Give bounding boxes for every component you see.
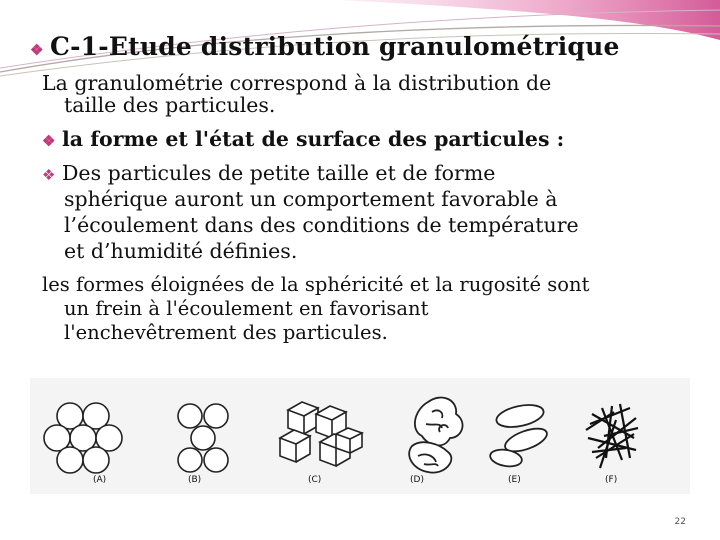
para2 — [42, 128, 564, 152]
para3-line1 — [42, 162, 495, 186]
para1-line1: La granulométrie correspond à la distribution de — [42, 71, 552, 95]
para3-line3: l’écoulement dans des conditions de température — [64, 213, 579, 237]
diamond-flower-bullet-icon: ❖ — [42, 166, 56, 184]
page-number: 22 — [674, 517, 686, 527]
para3-text-1: Des particules de petite taille et de forme — [62, 161, 496, 185]
para2-text: la forme et l'état de surface des particules : — [62, 127, 565, 151]
para3-line4: et d’humidité définies. — [64, 239, 298, 263]
para4-line1: les formes éloignées de la sphéricité et la rugosité sont — [42, 273, 590, 296]
figure-label-a: (A) — [93, 475, 107, 485]
figure-label-f: (F) — [605, 475, 618, 485]
para3-line2: sphérique auront un comportement favorable à — [64, 187, 558, 211]
diamond-flower-bullet-icon: ❖ — [30, 41, 44, 59]
title-text: C-1-Etude distribution granulométrique — [50, 32, 620, 61]
diamond-flower-bullet-icon: ❖ — [42, 132, 56, 150]
figure-label-c: (C) — [308, 475, 322, 485]
figure-label-e: (E) — [508, 475, 521, 485]
para4-line2: un frein à l'écoulement en favorisant — [64, 297, 429, 320]
para1-line2: taille des particules. — [64, 93, 276, 117]
slide-title — [30, 32, 620, 61]
para4-line3: l'enchevêtrement des particules. — [64, 321, 388, 344]
particle-shapes-figure — [30, 378, 690, 494]
figure-label-d: (D) — [410, 475, 424, 485]
figure-label-b: (B) — [188, 475, 202, 485]
